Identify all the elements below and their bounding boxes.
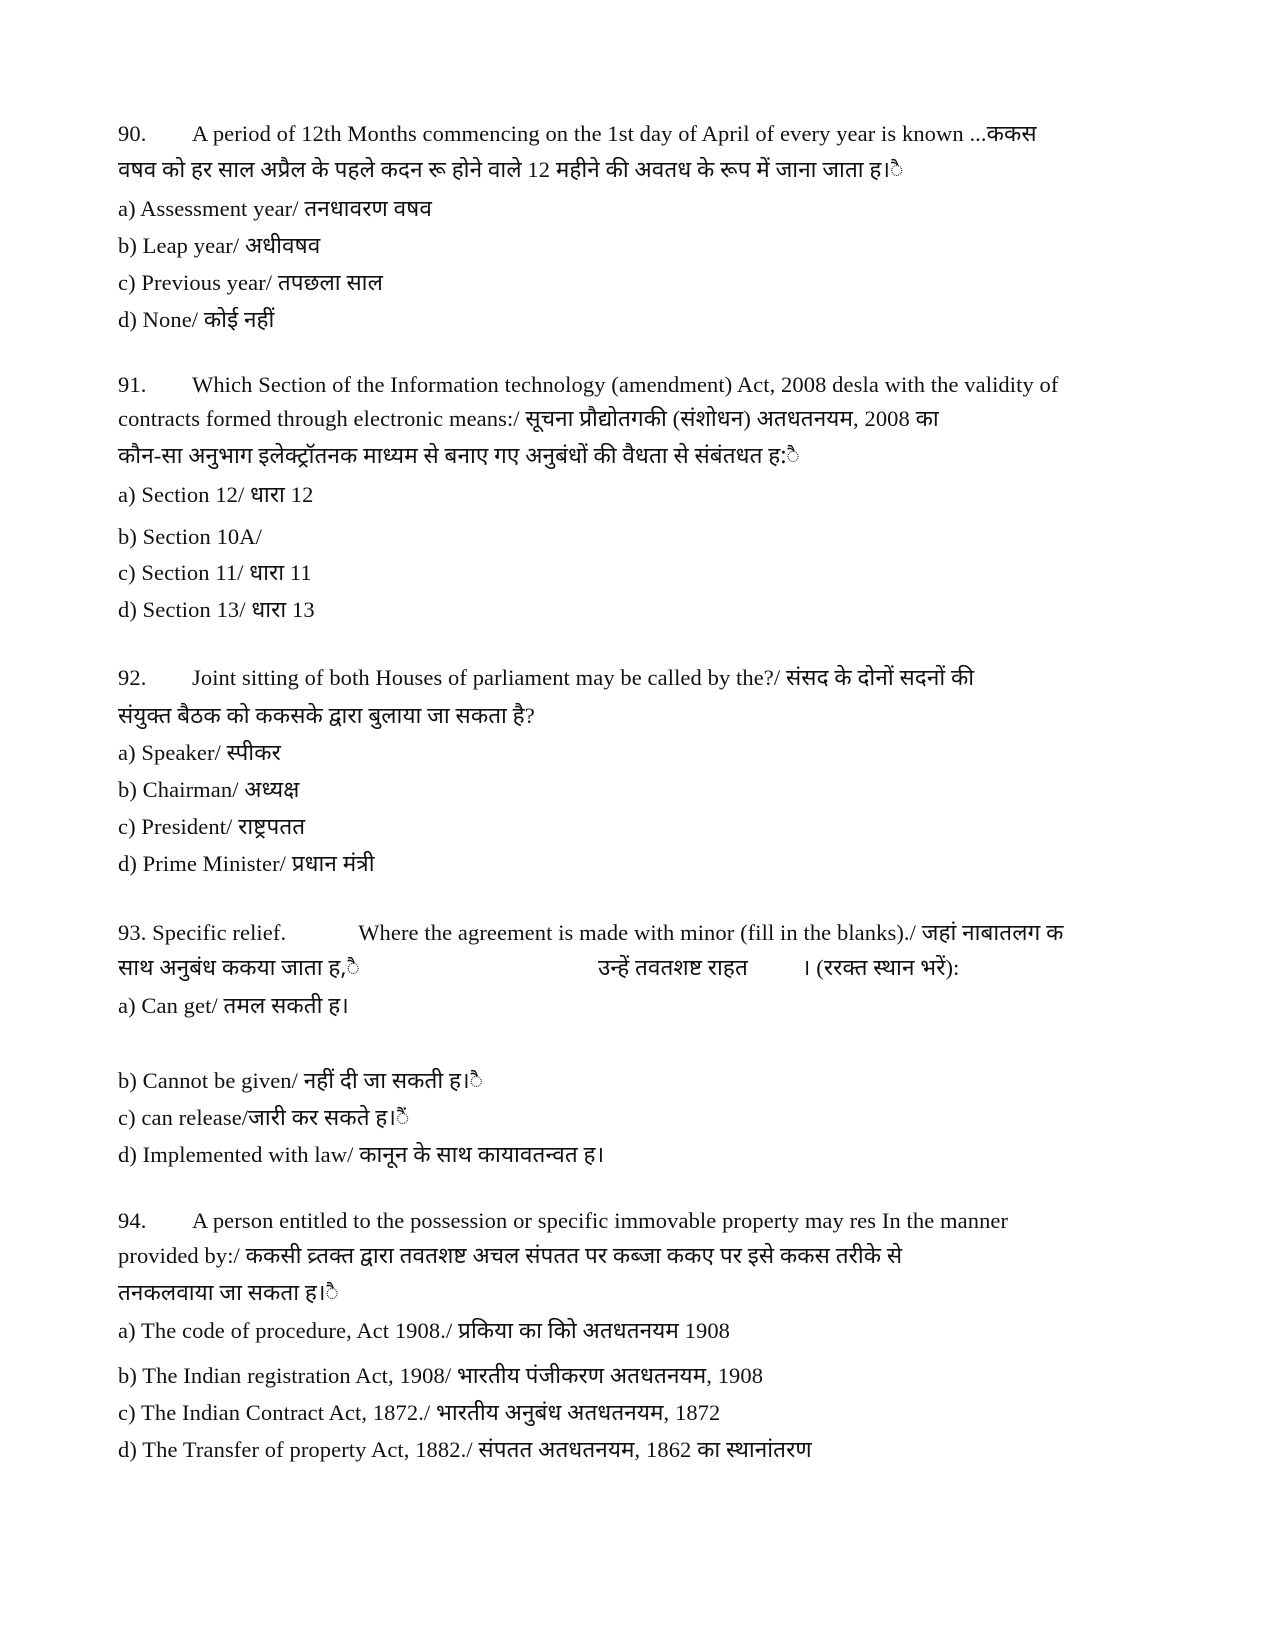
question-92-line-2: संयुक्त बैठक को ककसके द्वारा बुलाया जा सकता है?	[118, 703, 535, 728]
question-91-line-2: contracts formed through electronic means:/ सूचना प्रौद्योतगकी (संशोधन) अतधतनयम, 2008 का	[118, 406, 939, 431]
question-91-option-a: a) Section 12/ धारा 12	[118, 482, 314, 507]
question-92-option-a: a) Speaker/ स्पीकर	[118, 740, 281, 765]
question-text: Which Section of the Information technology (amendment) Act, 2008 desla with the validity of	[192, 372, 1059, 397]
question-94-option-c: c) The Indian Contract Act, 1872./ भारतीय अनुबंध अतधतनयम, 1872	[118, 1400, 721, 1425]
question-number: 92.	[118, 665, 147, 690]
question-93-option-d: d) Implemented with law/ कानून के साथ कायावतन्वत ह।	[118, 1142, 605, 1167]
question-94-option-a: a) The code of procedure, Act 1908./ प्रकिया का किो अतधतनयम 1908	[118, 1318, 731, 1343]
question-number: 94.	[118, 1208, 147, 1233]
question-92-option-c: c) President/ राष्ट्रपतत	[118, 814, 306, 839]
question-94-option-b: b) The Indian registration Act, 1908/ भारतीय पंजीकरण अतधतनयम, 1908	[118, 1363, 764, 1388]
question-94-line-1	[118, 1206, 1008, 1236]
question-92-option-d: d) Prime Minister/ प्रधान मंत्री	[118, 851, 375, 876]
question-93-line-1	[118, 918, 1063, 948]
question-94-option-d: d) The Transfer of property Act, 1882./ संपतत अतधतनयम, 1862 का स्थानांतरण	[118, 1437, 812, 1462]
question-number: 93. Specific relief.	[118, 920, 287, 945]
question-text: Where the agreement is made with minor (fill in the blanks)./ जहां नाबातलग क	[358, 920, 1064, 945]
question-text: Joint sitting of both Houses of parliament may be called by the?/ संसद के दोनों सदनों की	[192, 665, 975, 690]
question-number: 90.	[118, 121, 147, 146]
question-93-option-a: a) Can get/ तमल सकती ह।	[118, 993, 349, 1018]
question-text-part-1: साथ अनुबंध ककया जाता ह,ै	[118, 955, 360, 980]
question-90-option-c: c) Previous year/ तपछला साल	[118, 270, 383, 295]
question-93-option-b: b) Cannot be given/ नहीं दी जा सकती ह।ै	[118, 1068, 484, 1093]
question-94-line-3: तनकलवाया जा सकता ह।ै	[118, 1280, 339, 1305]
question-text-part-3: । (ररक्त स्थान भरें):	[801, 955, 960, 980]
question-text-part-2: उन्हें तवतशष्ट राहत	[597, 955, 748, 980]
question-91-option-c: c) Section 11/ धारा 11	[118, 560, 312, 585]
question-90-option-b: b) Leap year/ अधीवषव	[118, 233, 321, 258]
question-92-option-b: b) Chairman/ अध्यक्ष	[118, 777, 300, 802]
question-90-option-a: a) Assessment year/ तनधावरण वषव	[118, 196, 432, 221]
question-number: 91.	[118, 372, 147, 397]
question-91-option-d: d) Section 13/ धारा 13	[118, 597, 315, 622]
question-93-option-c: c) can release/जारी कर सकते ह।ैं	[118, 1105, 410, 1130]
question-90-option-d: d) None/ कोई नहीं	[118, 307, 275, 332]
question-90-line-1	[118, 119, 1037, 149]
question-94-line-2: provided by:/ ककसी व्र्तक्त द्वारा तवतशष्ट अचल संपतत पर कब्जा ककए पर इसे ककस तरीके से	[118, 1243, 903, 1268]
question-91-option-b: b) Section 10A/	[118, 524, 262, 549]
question-93-line-2	[118, 953, 959, 983]
question-text: A period of 12th Months commencing on the 1st day of April of every year is known ...ककस	[192, 121, 1037, 146]
question-90-line-2: वषव को हर साल अप्रैल के पहले कदन रू होने वाले 12 महीने की अवतध के रूप में जाना जाता ह।ै	[118, 157, 904, 182]
question-91-line-1	[118, 370, 1058, 400]
question-text: A person entitled to the possession or specific immovable property may res In the manner	[192, 1208, 1009, 1233]
question-92-line-1	[118, 663, 974, 693]
question-91-line-3: कौन-सा अनुभाग इलेक्ट्रॉतनक माध्यम से बनाए गए अनुबंधों की वैधता से संबंतधत ह:ै	[118, 443, 800, 468]
